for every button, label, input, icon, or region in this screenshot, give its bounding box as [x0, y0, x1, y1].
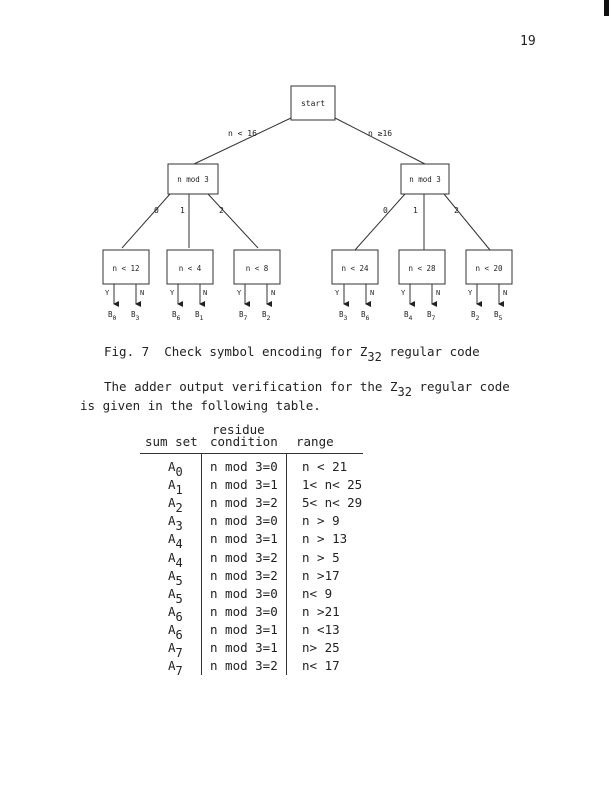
paragraph-line-1-suffix: regular code: [411, 379, 510, 394]
branch-left-1: 1: [180, 206, 185, 215]
encoding-tree-diagram: [0, 0, 612, 340]
table-cell-range: n > 5: [302, 549, 340, 565]
leaf-2: [234, 250, 280, 284]
table-cell-condition: n mod 3=2: [210, 495, 278, 511]
leaf-5-out-y: B2: [471, 310, 480, 322]
header-residue: residue: [212, 422, 265, 437]
table-cell-condition: n mod 3=0: [210, 585, 278, 601]
paragraph-line-1: [104, 379, 510, 399]
paragraph-line-2: is given in the following table.: [80, 398, 321, 413]
leaf-3: [332, 250, 378, 284]
page-number: 19: [520, 34, 536, 49]
table-cell-sum-set: A5: [168, 567, 183, 588]
table-cell-sum-set: A4: [168, 531, 183, 552]
table-cell-sum-set: A4: [168, 549, 183, 570]
table-cell-range: n <13: [302, 621, 340, 637]
edge-label-right: n ≥16: [368, 129, 393, 138]
leaf-4-label: n < 28: [408, 264, 436, 273]
table-cell-sum-set: A2: [168, 495, 183, 516]
table-cell-condition: n mod 3=1: [210, 531, 278, 547]
table-cell-sum-set: A0: [168, 459, 183, 479]
mid-right-node-label: n mod 3: [409, 175, 441, 184]
table-cell-condition: n mod 3=1: [210, 621, 278, 637]
branch-left-2: 2: [219, 206, 224, 215]
branch-left-0: 0: [154, 206, 159, 215]
table-cell-range: n> 25: [302, 640, 340, 655]
leaf-0-no: N: [140, 289, 145, 297]
leaf-4-yes: Y: [401, 289, 406, 297]
header-condition: condition: [210, 434, 278, 449]
table-cell-condition: n mod 3=2: [210, 658, 278, 674]
table-cell-range: n< 17: [302, 658, 340, 674]
caption-text: Fig. 7 Check symbol encoding for Z: [104, 344, 368, 359]
table-cell-condition: n mod 3=0: [210, 603, 278, 619]
leaf-4-out-n: B7: [427, 310, 436, 322]
leaf-3-no: N: [370, 289, 375, 297]
leaf-1-yes: Y: [170, 289, 175, 297]
leaf-3-out-n: B6: [361, 310, 370, 322]
branch-right-0: 0: [383, 206, 388, 215]
edge-left-2: [208, 194, 258, 248]
branch-right-2: 2: [454, 206, 459, 215]
edge-root-left: [194, 118, 291, 164]
leaf-2-yes: Y: [237, 289, 242, 297]
leaf-4-out-y: B4: [404, 310, 413, 322]
leaf-1-label: n < 4: [178, 264, 202, 273]
leaf-2-out-y: B7: [239, 310, 248, 322]
table-cell-sum-set: A6: [168, 603, 183, 624]
table-header-rule: [140, 453, 363, 454]
table-cell-condition: n mod 3=2: [210, 549, 278, 565]
table-cell-sum-set: A5: [168, 585, 183, 606]
paragraph-subscript: 32: [397, 385, 412, 399]
table-cell-sum-set: A7: [168, 640, 183, 660]
table-cell-condition: n mod 3=1: [210, 477, 278, 493]
leaf-2-label: n < 8: [245, 264, 269, 273]
leaf-5-out-n: B5: [494, 310, 503, 322]
table-cell-sum-set: A7: [168, 658, 183, 679]
table-cell-sum-set: A3: [168, 513, 183, 534]
leaf-5-yes: Y: [468, 289, 473, 297]
table-cell-range: n >17: [302, 567, 340, 583]
leaf-1-out-n: B1: [195, 310, 204, 322]
edge-label-left: n < 16: [228, 129, 257, 138]
leaf-0-label: n < 12: [112, 264, 140, 273]
leaf-3-yes: Y: [335, 289, 340, 297]
table-cell-condition: n mod 3=2: [210, 567, 278, 583]
leaf-0-yes: Y: [105, 289, 110, 297]
leaf-5-label: n < 20: [475, 264, 503, 273]
edge-right-0: [355, 194, 405, 250]
leaf-0-out-n: B3: [131, 310, 140, 322]
table-cell-condition: n mod 3=0: [210, 459, 278, 474]
leaf-2-no: N: [271, 289, 276, 297]
table-cell-range: n > 9: [302, 513, 340, 529]
table-cell-range: 5< n< 29: [302, 495, 363, 511]
leaf-1: [167, 250, 213, 284]
table-cell-condition: n mod 3=0: [210, 513, 278, 529]
leaf-0-out-y: B0: [108, 310, 117, 322]
header-range: range: [296, 434, 334, 449]
leaf-5: [466, 250, 512, 284]
caption-subscript: 32: [367, 350, 382, 364]
table-cell-condition: n mod 3=1: [210, 640, 278, 655]
table-cell-sum-set: A6: [168, 621, 183, 642]
leaf-1-out-y: B6: [172, 310, 181, 322]
mid-left-node-label: n mod 3: [177, 175, 209, 184]
leaf-2-out-n: B2: [262, 310, 271, 322]
leaf-1-no: N: [203, 289, 208, 297]
leaf-5-no: N: [503, 289, 508, 297]
edge-left-0: [122, 194, 170, 248]
figure-caption: [104, 344, 480, 364]
table-cell-range: n > 13: [302, 531, 348, 547]
leaf-4-no: N: [436, 289, 441, 297]
leaf-4: [399, 250, 445, 284]
root-node-label: start: [300, 99, 326, 108]
branch-right-1: 1: [413, 206, 418, 215]
table-cell-range: 1< n< 25: [302, 477, 363, 493]
header-sum-set: sum set: [145, 434, 198, 449]
table-cell-range: n < 21: [302, 459, 348, 474]
leaf-3-out-y: B3: [339, 310, 348, 322]
edge-right-2: [444, 194, 490, 250]
paragraph-line-1-text: The adder output verification for the Z: [104, 379, 398, 394]
leaf-3-label: n < 24: [341, 264, 369, 273]
leaf-0: [103, 250, 149, 284]
table-cell-range: n< 9: [302, 585, 333, 601]
table-col-divider-1: [201, 453, 202, 675]
caption-suffix: regular code: [381, 344, 480, 359]
table-cell-sum-set: A1: [168, 477, 183, 498]
table-cell-range: n >21: [302, 603, 340, 619]
edge-root-right: [335, 118, 425, 164]
table-col-divider-2: [286, 453, 287, 675]
